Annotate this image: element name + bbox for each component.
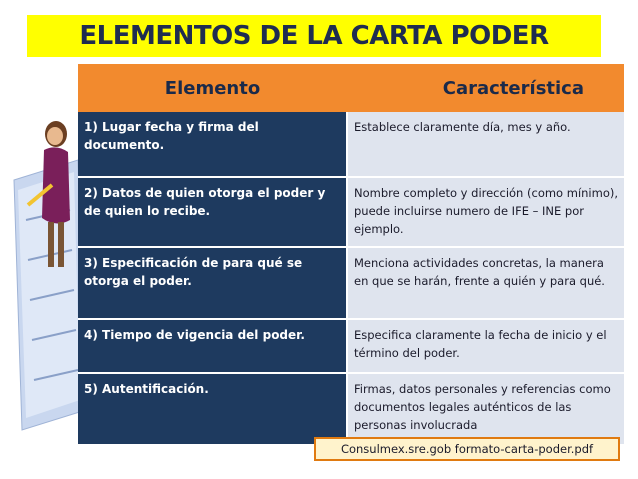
caracteristica-cell: Nombre completo y dirección (como mínimo), puede incluirse numero de IFE – INE por ejemplo. bbox=[347, 177, 624, 247]
elemento-cell: 2) Datos de quien otorga el poder y de quien lo recibe. bbox=[78, 177, 347, 247]
header-elemento: Elemento bbox=[78, 64, 347, 112]
caracteristica-cell: Menciona actividades concretas, la manera en que se harán, frente a quién y para qué. bbox=[347, 247, 624, 319]
source-reference: Consulmex.sre.gob formato-carta-poder.pdf bbox=[314, 437, 620, 461]
table-row bbox=[78, 319, 624, 373]
caracteristica-cell: Establece claramente día, mes y año. bbox=[347, 112, 624, 177]
table-row bbox=[78, 247, 624, 319]
elemento-cell: 4) Tiempo de vigencia del poder. bbox=[78, 319, 347, 373]
table-row bbox=[78, 112, 624, 177]
header-caracteristica: Característica bbox=[347, 64, 624, 112]
elemento-cell: 3) Especificación de para qué se otorga el poder. bbox=[78, 247, 347, 319]
caracteristica-cell: Especifica claramente la fecha de inicio y el término del poder. bbox=[347, 319, 624, 373]
elemento-cell: 5) Autentificación. bbox=[78, 373, 347, 445]
elemento-cell: 1) Lugar fecha y firma del documento. bbox=[78, 112, 347, 177]
elements-table bbox=[78, 64, 624, 446]
person-with-quiz-sheet-icon bbox=[8, 110, 88, 440]
caracteristica-cell: Firmas, datos personales y referencias como documentos legales auténticos de las personas involucrada bbox=[347, 373, 624, 445]
title-bar bbox=[27, 15, 601, 57]
table-row bbox=[78, 177, 624, 247]
table-row bbox=[78, 373, 624, 445]
page-title: ELEMENTOS DE LA CARTA PODER bbox=[79, 21, 549, 51]
